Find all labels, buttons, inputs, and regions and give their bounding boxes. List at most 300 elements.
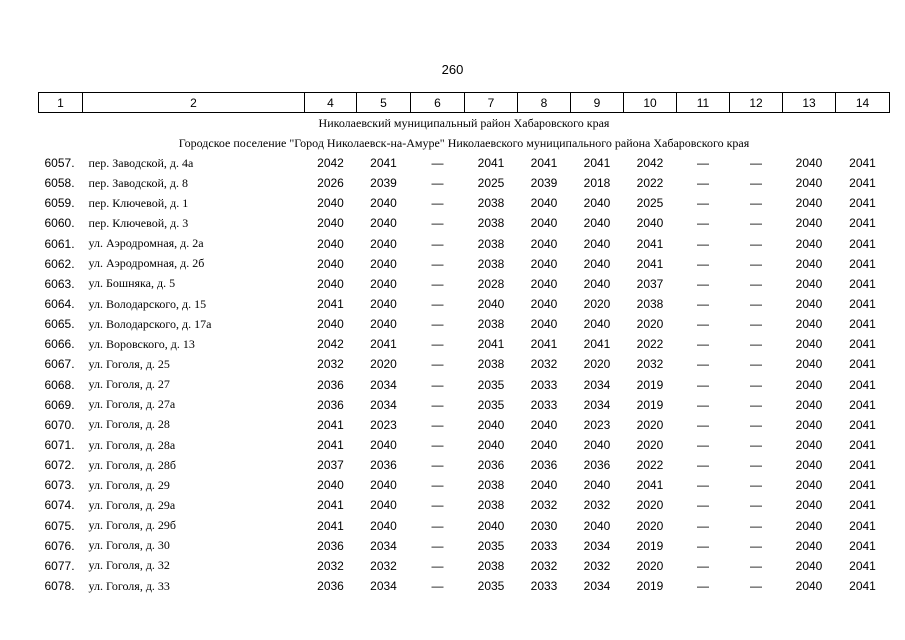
year-cell: 2035 (477, 579, 505, 594)
year-cell: — (431, 156, 444, 171)
column-header: 1 (39, 93, 83, 113)
table-row (39, 435, 890, 455)
year-cell: 2041 (849, 196, 876, 211)
year-cell: 2041 (849, 256, 876, 271)
year-cell: 2041 (583, 156, 611, 171)
address-cell: ул. Гоголя, д. 28б (88, 457, 177, 472)
section-title-row (39, 133, 890, 153)
year-cell: 2035 (477, 397, 505, 412)
year-cell: 2023 (370, 417, 397, 432)
address-cell: ул. Гоголя, д. 30 (88, 538, 170, 553)
year-cell: — (750, 558, 762, 573)
table-row (39, 354, 890, 374)
year-cell: 2020 (636, 518, 664, 533)
year-cell: 2040 (317, 276, 344, 291)
year-cell: 2041 (849, 458, 876, 473)
year-cell: 2040 (530, 297, 558, 312)
year-cell: 2032 (317, 558, 344, 573)
year-cell: 2020 (636, 438, 664, 453)
address-cell: пер. Заводской, д. 8 (88, 175, 189, 190)
year-cell: — (750, 156, 762, 171)
year-cell: 2033 (530, 377, 558, 392)
year-cell: 2036 (370, 458, 397, 473)
year-cell: 2028 (477, 276, 505, 291)
year-cell: — (697, 458, 709, 473)
year-cell: 2019 (636, 397, 664, 412)
year-cell: 2041 (317, 438, 344, 453)
year-cell: 2032 (370, 558, 397, 573)
year-cell: 2040 (795, 518, 823, 533)
year-cell: 2020 (636, 417, 664, 432)
year-cell: 2032 (530, 357, 558, 372)
year-cell: 2034 (370, 377, 397, 392)
year-cell: 2041 (849, 579, 876, 594)
row-number: 6071. (44, 438, 75, 453)
row-number: 6060. (44, 216, 75, 231)
row-number: 6065. (44, 317, 75, 332)
year-cell: 2037 (317, 458, 344, 473)
address-cell: ул. Гоголя, д. 29 (88, 477, 170, 492)
year-cell: 2038 (477, 558, 505, 573)
table-row (39, 193, 890, 213)
year-cell: 2032 (317, 357, 344, 372)
year-cell: 2040 (370, 498, 397, 513)
year-cell: 2040 (795, 478, 823, 493)
year-cell: 2040 (530, 317, 558, 332)
year-cell: — (697, 558, 709, 573)
year-cell: 2040 (795, 337, 823, 352)
table-row (39, 334, 890, 354)
year-cell: 2041 (849, 156, 876, 171)
year-cell: — (431, 558, 444, 573)
row-number: 6059. (44, 196, 75, 211)
year-cell: 2041 (477, 156, 505, 171)
year-cell: 2040 (317, 236, 344, 251)
year-cell: 2041 (317, 518, 344, 533)
column-header: 5 (357, 93, 411, 113)
column-header: 2 (83, 93, 305, 113)
year-cell: 2041 (849, 337, 876, 352)
year-cell: 2041 (530, 337, 558, 352)
year-cell: 2020 (636, 317, 664, 332)
year-cell: — (750, 276, 762, 291)
year-cell: — (697, 156, 709, 171)
table-row (39, 495, 890, 515)
year-cell: 2032 (530, 558, 558, 573)
year-cell: 2026 (317, 176, 344, 191)
year-cell: 2040 (370, 236, 397, 251)
year-cell: 2032 (636, 357, 664, 372)
address-cell: ул. Гоголя, д. 27 (88, 377, 170, 392)
table-row (39, 294, 890, 314)
year-cell: — (697, 337, 709, 352)
year-cell: 2040 (530, 276, 558, 291)
year-cell: — (750, 216, 762, 231)
year-cell: — (431, 377, 444, 392)
year-cell: 2041 (530, 156, 558, 171)
column-header: 4 (305, 93, 357, 113)
year-cell: 2034 (583, 377, 611, 392)
year-cell: 2034 (583, 397, 611, 412)
page-number: 260 (441, 62, 464, 77)
year-cell: — (431, 317, 444, 332)
year-cell: 2041 (849, 478, 876, 493)
table-row (39, 375, 890, 395)
year-cell: 2039 (530, 176, 558, 191)
year-cell: 2037 (636, 276, 664, 291)
year-cell: — (750, 458, 762, 473)
year-cell: 2041 (849, 297, 876, 312)
row-number: 6075. (44, 518, 75, 533)
year-cell: 2038 (477, 357, 505, 372)
table-row (39, 576, 890, 596)
year-cell: 2041 (370, 337, 397, 352)
year-cell: 2032 (530, 498, 558, 513)
year-cell: 2036 (317, 579, 344, 594)
year-cell: 2040 (530, 196, 558, 211)
year-cell: 2040 (370, 518, 397, 533)
year-cell: — (431, 438, 444, 453)
year-cell: 2040 (795, 317, 823, 332)
year-cell: 2040 (583, 236, 611, 251)
year-cell: 2040 (370, 216, 397, 231)
year-cell: — (697, 196, 709, 211)
year-cell: 2034 (370, 397, 397, 412)
year-cell: 2040 (530, 216, 558, 231)
address-cell: ул. Володарского, д. 17а (88, 316, 212, 331)
year-cell: 2040 (477, 297, 505, 312)
year-cell: 2040 (530, 256, 558, 271)
year-cell: — (750, 256, 762, 271)
year-cell: 2040 (795, 558, 823, 573)
year-cell: 2040 (583, 438, 611, 453)
column-header: 7 (465, 93, 518, 113)
year-cell: 2040 (317, 196, 344, 211)
year-cell: 2040 (795, 176, 823, 191)
year-cell: 2040 (795, 538, 823, 553)
address-cell: ул. Гоголя, д. 28а (88, 437, 176, 452)
year-cell: 2040 (795, 498, 823, 513)
year-cell: — (431, 256, 444, 271)
row-number: 6074. (44, 498, 75, 513)
row-number: 6076. (44, 538, 75, 553)
year-cell: 2041 (317, 297, 344, 312)
year-cell: 2040 (795, 236, 823, 251)
address-cell: ул. Аэродромная, д. 2а (88, 236, 204, 251)
year-cell: 2040 (636, 216, 664, 231)
row-number: 6069. (44, 397, 75, 412)
address-cell: ул. Воровского, д. 13 (88, 336, 195, 351)
year-cell: 2019 (636, 538, 664, 553)
table-row (39, 395, 890, 415)
column-header: 9 (571, 93, 624, 113)
year-cell: — (431, 538, 444, 553)
year-cell: 2020 (583, 357, 611, 372)
year-cell: 2022 (636, 337, 664, 352)
year-cell: — (697, 276, 709, 291)
year-cell: 2041 (849, 377, 876, 392)
column-header: 6 (411, 93, 465, 113)
year-cell: — (750, 438, 762, 453)
year-cell: 2040 (583, 276, 611, 291)
year-cell: 2040 (370, 256, 397, 271)
year-cell: 2036 (317, 538, 344, 553)
row-number: 6058. (44, 176, 75, 191)
year-cell: 2040 (583, 317, 611, 332)
year-cell: — (750, 579, 762, 594)
year-cell: 2040 (370, 276, 397, 291)
year-cell: — (750, 236, 762, 251)
year-cell: — (431, 236, 444, 251)
address-cell: ул. Аэродромная, д. 2б (88, 256, 205, 271)
year-cell: 2040 (795, 256, 823, 271)
address-cell: ул. Гоголя, д. 33 (88, 578, 170, 593)
year-cell: 2036 (317, 397, 344, 412)
year-cell: 2040 (795, 458, 823, 473)
year-cell: 2032 (583, 558, 611, 573)
year-cell: — (431, 397, 444, 412)
year-cell: 2041 (317, 417, 344, 432)
year-cell: 2040 (583, 216, 611, 231)
column-header: 14 (836, 93, 890, 113)
year-cell: — (750, 518, 762, 533)
year-cell: 2036 (583, 458, 611, 473)
year-cell: 2034 (370, 538, 397, 553)
row-number: 6078. (44, 579, 75, 594)
year-cell: 2041 (849, 216, 876, 231)
year-cell: 2033 (530, 579, 558, 594)
year-cell: 2041 (636, 256, 664, 271)
year-cell: 2040 (795, 377, 823, 392)
year-cell: 2040 (370, 438, 397, 453)
year-cell: — (431, 417, 444, 432)
year-cell: — (750, 357, 762, 372)
year-cell: 2042 (317, 337, 344, 352)
year-cell: — (697, 216, 709, 231)
year-cell: 2041 (849, 276, 876, 291)
year-cell: 2040 (317, 256, 344, 271)
year-cell: 2038 (477, 478, 505, 493)
year-cell: 2020 (636, 498, 664, 513)
year-cell: 2035 (477, 538, 505, 553)
address-cell: пер. Ключевой, д. 1 (88, 195, 189, 210)
address-cell: ул. Гоголя, д. 29а (88, 497, 176, 512)
table-row (39, 415, 890, 435)
year-cell: 2022 (636, 176, 664, 191)
year-cell: 2040 (477, 438, 505, 453)
year-cell: 2038 (477, 498, 505, 513)
year-cell: 2040 (795, 417, 823, 432)
year-cell: 2040 (370, 317, 397, 332)
table-body (39, 113, 890, 597)
address-cell: ул. Гоголя, д. 28 (88, 417, 170, 432)
year-cell: 2019 (636, 377, 664, 392)
year-cell: — (750, 176, 762, 191)
year-cell: 2040 (530, 417, 558, 432)
year-cell: 2041 (477, 337, 505, 352)
year-cell: — (431, 458, 444, 473)
column-header: 8 (518, 93, 571, 113)
year-cell: 2041 (849, 558, 876, 573)
year-cell: 2041 (849, 518, 876, 533)
year-cell: — (750, 498, 762, 513)
year-cell: 2033 (530, 538, 558, 553)
year-cell: 2038 (477, 256, 505, 271)
table-row (39, 254, 890, 274)
year-cell: 2040 (530, 438, 558, 453)
address-cell: пер. Ключевой, д. 3 (88, 215, 189, 230)
address-cell: пер. Заводской, д. 4а (88, 155, 194, 170)
column-header: 11 (677, 93, 730, 113)
year-cell: — (697, 438, 709, 453)
year-cell: 2041 (583, 337, 611, 352)
year-cell: 2018 (583, 176, 611, 191)
year-cell: 2041 (849, 397, 876, 412)
row-number: 6057. (44, 156, 75, 171)
year-cell: 2030 (530, 518, 558, 533)
year-cell: 2020 (583, 297, 611, 312)
year-cell: 2035 (477, 377, 505, 392)
year-cell: 2040 (795, 156, 823, 171)
year-cell: — (431, 518, 444, 533)
column-header: 10 (624, 93, 677, 113)
year-cell: — (431, 297, 444, 312)
row-number: 6063. (44, 276, 75, 291)
year-cell: 2023 (583, 417, 611, 432)
year-cell: — (697, 317, 709, 332)
row-number: 6070. (44, 417, 75, 432)
year-cell: 2040 (795, 579, 823, 594)
year-cell: 2034 (583, 538, 611, 553)
address-cell: ул. Гоголя, д. 32 (88, 558, 170, 573)
year-cell: 2040 (795, 196, 823, 211)
year-cell: — (697, 297, 709, 312)
table-row (39, 153, 890, 173)
row-number: 6072. (44, 458, 75, 473)
year-cell: — (431, 216, 444, 231)
year-cell: 2040 (370, 196, 397, 211)
year-cell: 2038 (477, 317, 505, 332)
year-cell: — (431, 176, 444, 191)
row-number: 6066. (44, 337, 75, 352)
year-cell: — (750, 478, 762, 493)
row-number: 6077. (44, 558, 75, 573)
row-number: 6068. (44, 377, 75, 392)
address-cell: ул. Бошняка, д. 5 (88, 276, 176, 291)
year-cell: 2041 (636, 478, 664, 493)
year-cell: 2041 (849, 176, 876, 191)
year-cell: 2034 (370, 579, 397, 594)
table-header (39, 93, 890, 113)
address-cell: ул. Володарского, д. 15 (88, 296, 207, 311)
year-cell: — (431, 337, 444, 352)
year-cell: 2038 (477, 196, 505, 211)
year-cell: 2040 (795, 297, 823, 312)
year-cell: 2041 (636, 236, 664, 251)
year-cell: 2041 (370, 156, 397, 171)
year-cell: 2038 (477, 236, 505, 251)
year-cell: — (750, 317, 762, 332)
settlement-title: Городское поселение "Город Николаевск-на-Амуре" Николаевского муниципального района Хабаровского края (178, 135, 750, 150)
year-cell: — (431, 579, 444, 594)
year-cell: 2040 (583, 478, 611, 493)
capital-repair-schedule-table (38, 92, 890, 596)
year-cell: — (750, 397, 762, 412)
year-cell: — (750, 417, 762, 432)
year-cell: — (697, 176, 709, 191)
year-cell: — (750, 337, 762, 352)
year-cell: — (697, 417, 709, 432)
table-row (39, 475, 890, 495)
column-header: 13 (783, 93, 836, 113)
table-row (39, 455, 890, 475)
year-cell: 2041 (849, 538, 876, 553)
year-cell: — (431, 196, 444, 211)
table-row (39, 556, 890, 576)
address-cell: ул. Гоголя, д. 25 (88, 356, 170, 371)
row-number: 6061. (44, 236, 75, 251)
year-cell: 2040 (530, 236, 558, 251)
year-cell: 2040 (795, 276, 823, 291)
year-cell: — (697, 518, 709, 533)
table-row (39, 274, 890, 294)
row-number: 6067. (44, 357, 75, 372)
year-cell: 2041 (849, 438, 876, 453)
year-cell: — (431, 498, 444, 513)
year-cell: 2040 (370, 478, 397, 493)
year-cell: 2039 (370, 176, 397, 191)
year-cell: 2040 (530, 478, 558, 493)
year-cell: 2041 (849, 236, 876, 251)
year-cell: 2040 (583, 256, 611, 271)
year-cell: — (697, 357, 709, 372)
year-cell: 2041 (849, 498, 876, 513)
address-cell: ул. Гоголя, д. 29б (88, 518, 177, 533)
year-cell: 2025 (477, 176, 505, 191)
year-cell: 2040 (477, 518, 505, 533)
year-cell: 2036 (317, 377, 344, 392)
year-cell: — (697, 478, 709, 493)
header-row (39, 93, 890, 113)
table-row (39, 234, 890, 254)
year-cell: 2041 (849, 417, 876, 432)
year-cell: 2040 (583, 196, 611, 211)
year-cell: 2040 (795, 357, 823, 372)
table-row (39, 516, 890, 536)
row-number: 6073. (44, 478, 75, 493)
year-cell: 2020 (370, 357, 397, 372)
section-title-row (39, 113, 890, 134)
year-cell: — (431, 276, 444, 291)
year-cell: 2040 (583, 518, 611, 533)
year-cell: — (697, 236, 709, 251)
year-cell: — (750, 538, 762, 553)
year-cell: 2036 (477, 458, 505, 473)
column-header: 12 (730, 93, 783, 113)
year-cell: 2040 (795, 397, 823, 412)
year-cell: 2034 (583, 579, 611, 594)
year-cell: 2038 (636, 297, 664, 312)
year-cell: — (697, 498, 709, 513)
year-cell: 2041 (849, 317, 876, 332)
year-cell: 2042 (636, 156, 664, 171)
year-cell: 2019 (636, 579, 664, 594)
row-number: 6064. (44, 297, 75, 312)
year-cell: — (697, 397, 709, 412)
year-cell: 2020 (636, 558, 664, 573)
year-cell: — (431, 478, 444, 493)
year-cell: 2041 (317, 498, 344, 513)
